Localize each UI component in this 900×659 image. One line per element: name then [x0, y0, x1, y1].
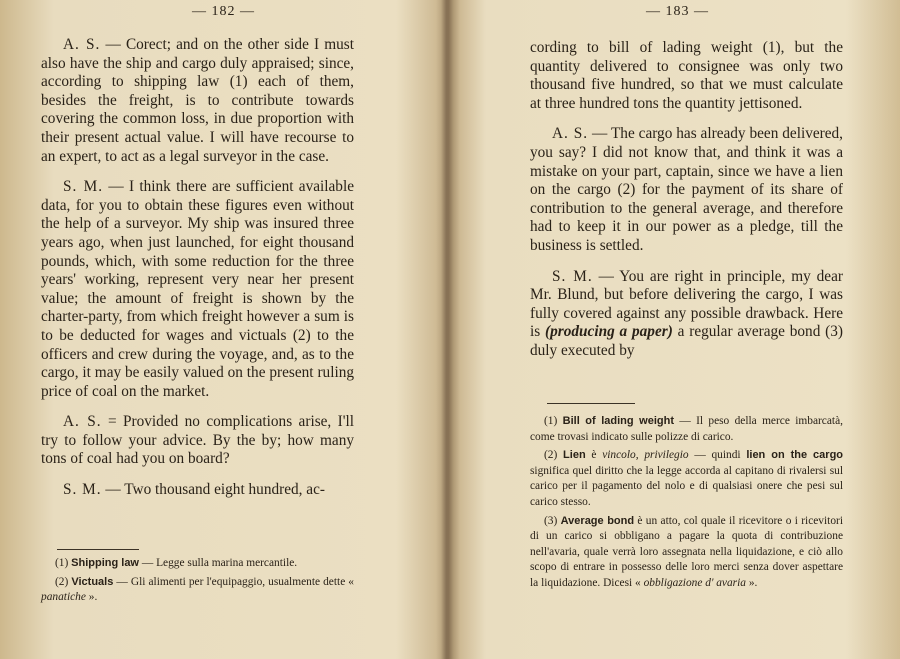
dialogue-text: — You are right in principle, my dear Mr. Blund, but before delivering the cargo, I was fully covered against any possible drawback. Here is: [530, 267, 843, 341]
footnote-number: (2): [55, 575, 69, 588]
speaker-label: A. S.: [63, 36, 101, 53]
footnotes: [41, 556, 354, 609]
dialogue-paragraph: [530, 268, 843, 361]
dialogue-paragraph: [41, 413, 354, 469]
right-page: [455, 0, 900, 659]
speaker-label: S. M.: [552, 267, 593, 285]
footnote-term: Lien: [563, 449, 586, 462]
page-body: [530, 39, 843, 373]
footnote-term: Bill of lading weight: [562, 415, 674, 427]
dialogue-paragraph: [41, 36, 354, 166]
footnote-text: ».: [85, 591, 98, 604]
footnote: [530, 448, 843, 510]
dialogue-text: a regular average bond (3) duly executed by: [530, 323, 843, 359]
dialogue-paragraph: [41, 481, 354, 500]
footnote-italic: panatiche: [41, 591, 86, 604]
footnote-text: è un atto, col quale il ricevitore o i ricevitori di un carico si obbligano a pagare la quota di contribuzione nell'avaria, quale verrà loro assegnata nella liquidazione, e ciò allo scopo di entrare in possesso delle loro merci senza dover aspettare la liquidazione. Dicesi «: [530, 514, 843, 589]
dialogue-text: = Provided no complications arise, I'll try to follow your advice. By the by; how many tons of coal had you on board?: [41, 413, 355, 468]
footnote-number: (3): [544, 514, 558, 527]
footnote: [41, 575, 354, 606]
dialogue-text: — Corect; and on the other side I must also have the ship and cargo duly appraised; since, according to shipping law (1) each of them, besides the freight, is to contribute towards covering the common loss, in due proportion with their present actual value. I will have recourse to an expert, to act as a legal surveyor in the case.: [41, 36, 354, 165]
dialogue-text: — I think there are sufficient available data, for you to obtain these figures even without the help of a surveyor. My ship was insured three years ago, when just launched, for eight thousand pounds, which, with some reduction for the three years' working, represent very near her present value; the amount of freight is shown by the charter-party, from which freight however a sum is to be deducted for wages and victuals (2) to the officers and crew during the voyage, and, as to the cargo, it may be easily valued on the present ruling price of coal on the market.: [41, 178, 355, 400]
stage-direction: (producing a paper): [545, 323, 673, 341]
speaker-label: S. M.: [63, 481, 102, 499]
dialogue-paragraph: [530, 125, 843, 255]
speaker-label: S. M.: [63, 178, 104, 196]
footnotes: [530, 414, 843, 595]
footnote: [530, 414, 843, 445]
footnote: [530, 514, 843, 592]
footnote-text: — Il peso della merce imbarcatà, come trovasi indicato sulle polizze di carico.: [530, 415, 843, 443]
footnote-text: — Legge sulla marina mercantile.: [139, 557, 298, 569]
footnote-number: (2): [544, 449, 558, 462]
footnote-number: (1): [544, 415, 558, 427]
page-number: — 183 —: [646, 4, 709, 19]
footnote-term: Victuals: [71, 575, 114, 588]
footnote-text: ».: [745, 576, 758, 589]
footnote-number: (1): [55, 557, 69, 569]
page-body: [41, 36, 354, 512]
footnote-term: Shipping law: [71, 557, 139, 569]
speaker-label: A. S.: [63, 413, 102, 431]
footnote-italic: obbligazione d' avaria: [643, 576, 746, 589]
footnote-text: — quindi: [688, 449, 747, 462]
footnote-rule: [547, 403, 635, 404]
footnote-text: — Gli alimenti per l'equipaggio, usualmente dette «: [113, 575, 354, 588]
footnote-text: è: [585, 449, 603, 462]
speaker-label: A. S.: [552, 125, 589, 143]
footnote-rule: [57, 549, 139, 550]
footnote: [41, 556, 354, 572]
footnote-italic: vincolo, privilegio: [602, 449, 689, 462]
continued-paragraph: cording to bill of lading weight (1), but the quantity delivered to consignee was only two thousand five hundred, so that we must calculate at three hundred tons the quantity jettisoned.: [530, 39, 843, 112]
footnote-term: Average bond: [560, 514, 635, 527]
dialogue-paragraph: [41, 178, 354, 401]
page-number: — 182 —: [192, 4, 255, 19]
dialogue-text: — The cargo has already been delivered, you say? I did not know that, and think it was a mistake on your part, captain, since we have a lien on the cargo (2) for the payment of its share of contribution to the general average, and therefore had to keep it in our power as a pledge, till the business is settled.: [530, 125, 843, 254]
footnote-term: lien on the cargo: [746, 449, 844, 462]
left-page: [0, 0, 447, 659]
footnote-text: significa quel diritto che la legge accorda al capitano di rivalersi sul carico per il pagamento del nolo e di qualsiasi onere che pesi sul carico stesso.: [530, 464, 843, 508]
dialogue-text: — Two thousand eight hundred, ac-: [101, 481, 325, 499]
